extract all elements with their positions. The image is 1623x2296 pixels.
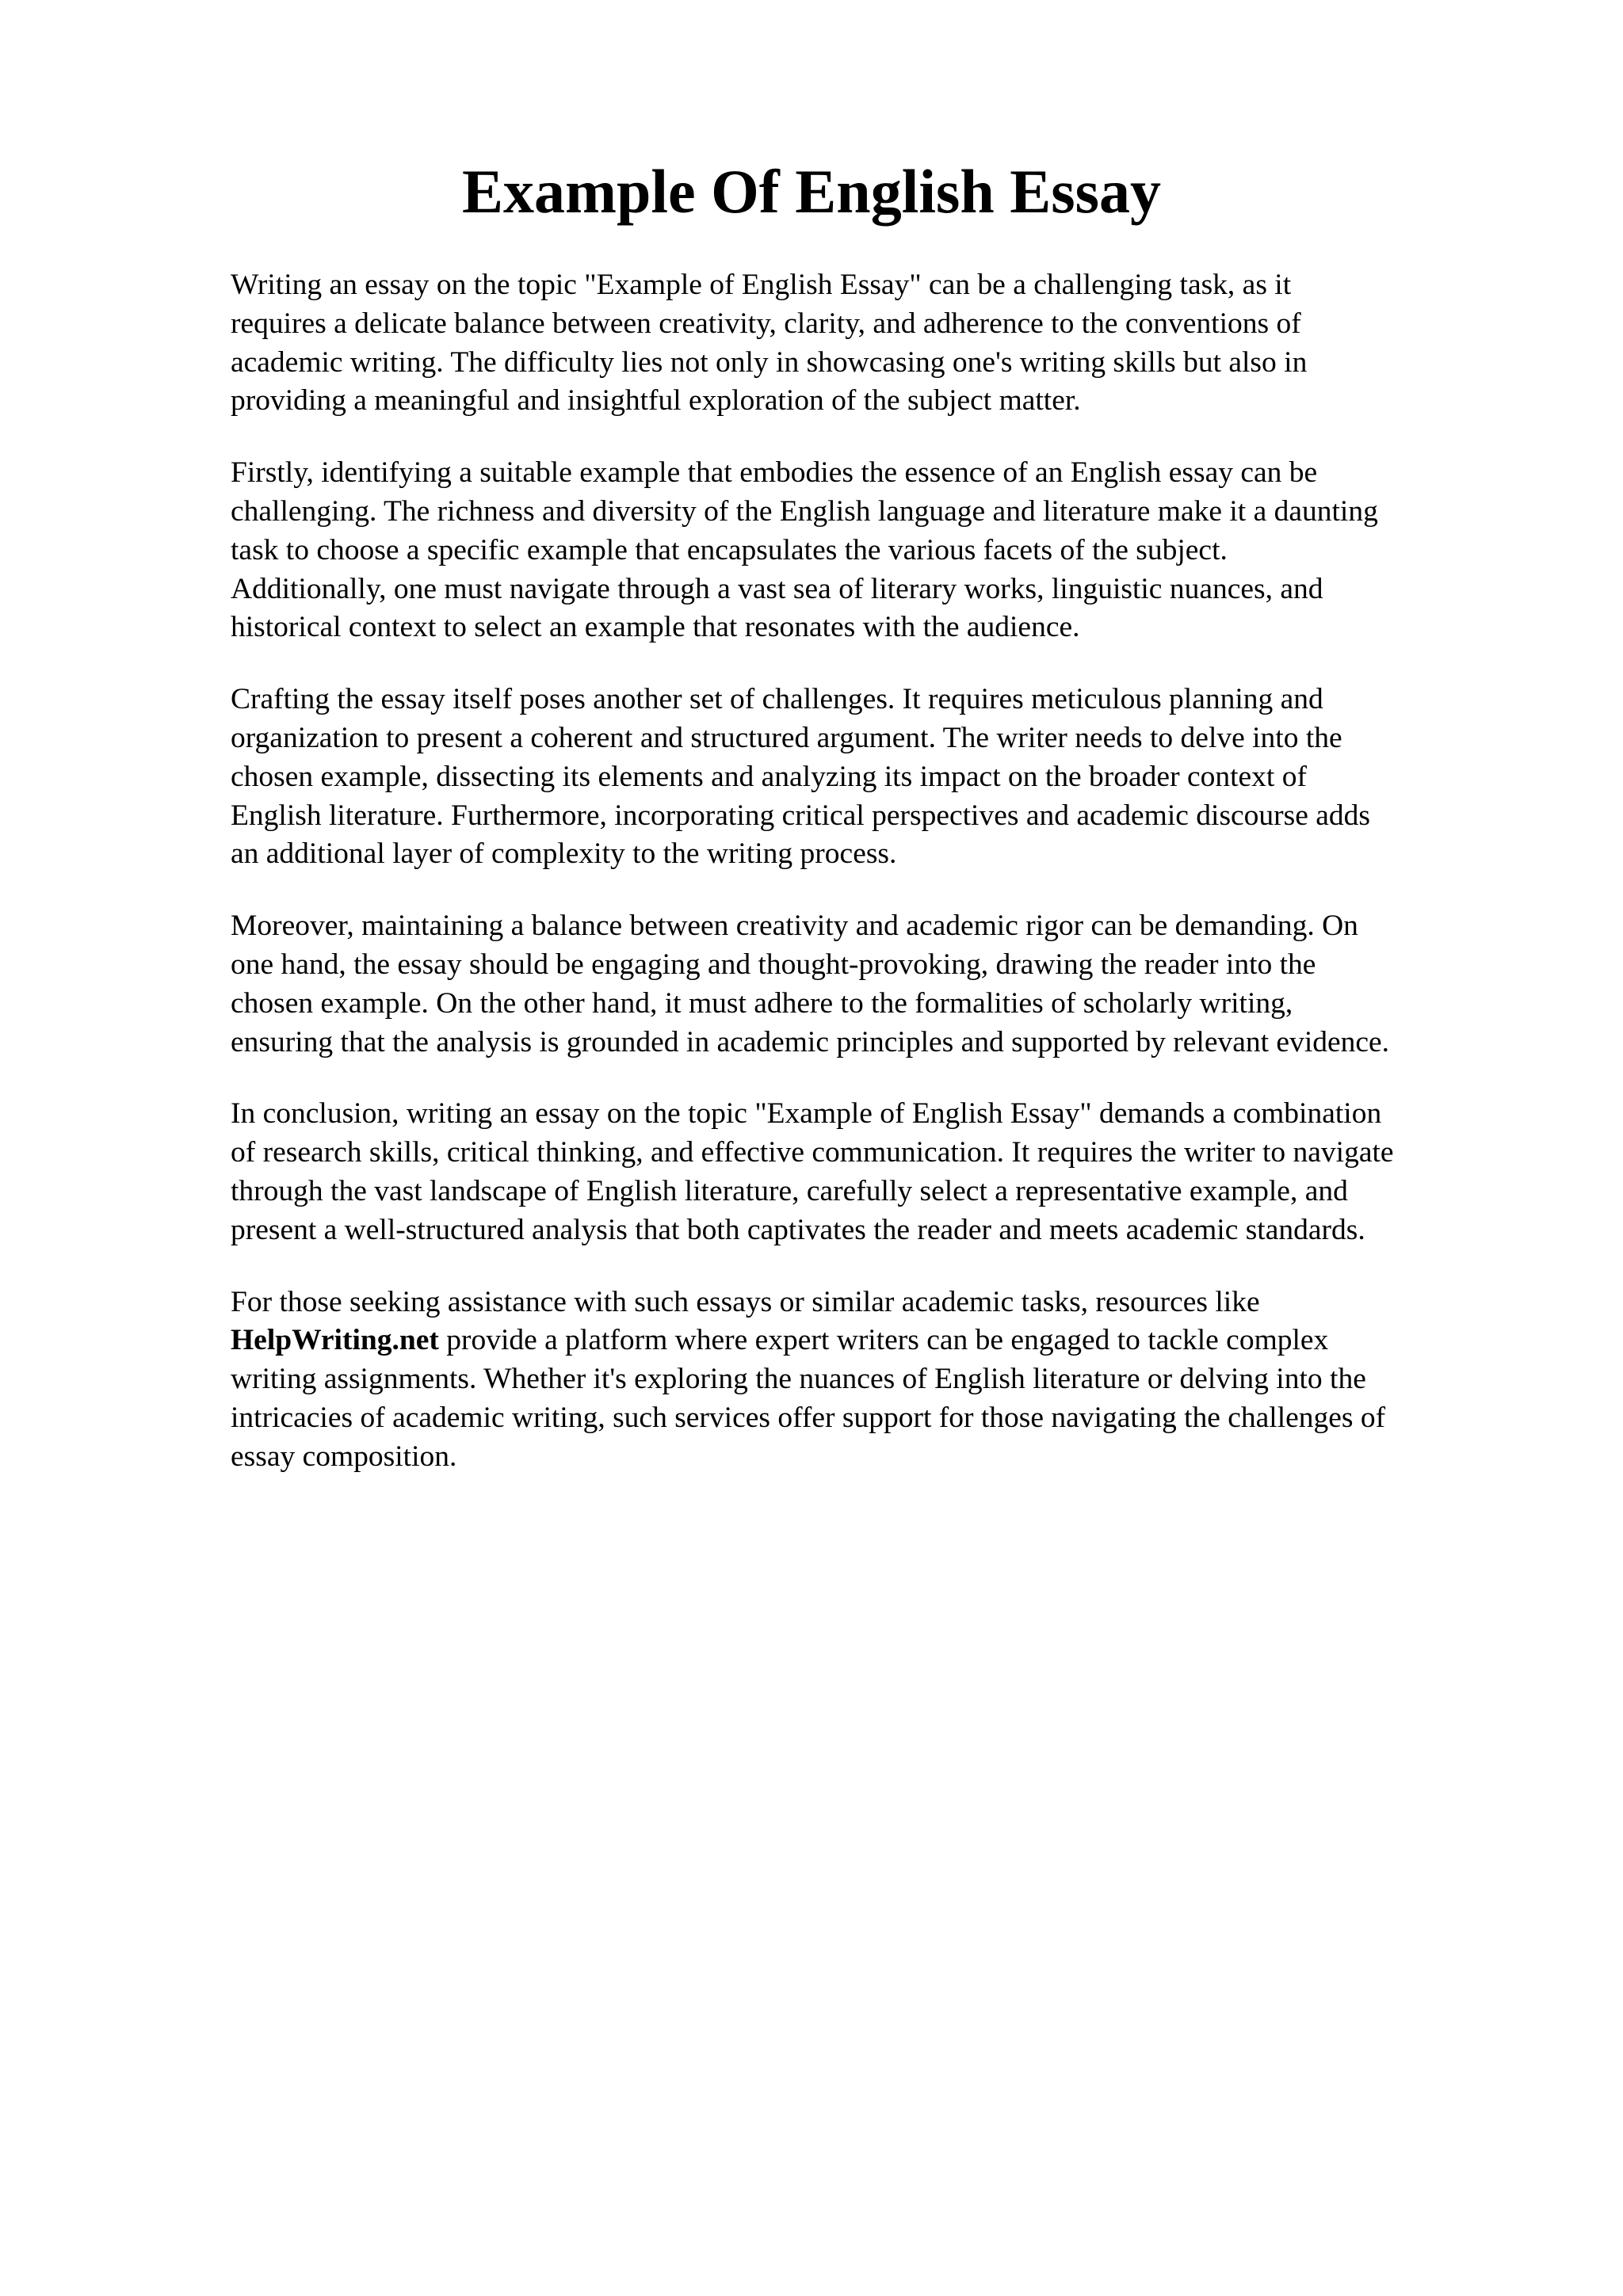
paragraph-line: organization to present a coherent and structured argument. The writer needs to delve into the bbox=[231, 721, 1342, 754]
paragraph-line: through the vast landscape of English literature, carefully select a representative example, and bbox=[231, 1174, 1348, 1207]
paragraph-line: providing a meaningful and insightful exploration of the subject matter. bbox=[231, 384, 1081, 418]
paragraph-conclusion bbox=[231, 1095, 1530, 1249]
paragraph-line: task to choose a specific example that encapsulates the various facets of the subject. bbox=[231, 533, 1228, 566]
paragraph-line: challenging. The richness and diversity of the English language and literature make it a daunting bbox=[231, 494, 1378, 528]
paragraph-line: chosen example. On the other hand, it must adhere to the formalities of scholarly writing, bbox=[231, 986, 1293, 1020]
paragraph-line: intricacies of academic writing, such services offer support for those navigating the challenges of bbox=[231, 1401, 1386, 1434]
document-body bbox=[231, 266, 1530, 1510]
paragraph-line: of research skills, critical thinking, and effective communication. It requires the writer to navigate bbox=[231, 1136, 1394, 1169]
paragraph-line: requires a delicate balance between creativity, clarity, and adherence to the conventions of bbox=[231, 307, 1301, 340]
paragraph-line: Crafting the essay itself poses another set of challenges. It requires meticulous planning and bbox=[231, 683, 1323, 716]
paragraph-line: essay composition. bbox=[231, 1440, 457, 1473]
brand-name: HelpWriting.net bbox=[231, 1324, 439, 1357]
paragraph-line: For those seeking assistance with such essays or similar academic tasks, resources like bbox=[231, 1285, 1260, 1318]
paragraph-closing bbox=[231, 1283, 1530, 1477]
paragraph-line: Writing an essay on the topic "Example of English Essay" can be a challenging task, as it bbox=[231, 269, 1292, 301]
paragraph-crafting bbox=[231, 681, 1530, 874]
paragraph-line bbox=[231, 1322, 1530, 1360]
paragraph-line: In conclusion, writing an essay on the topic "Example of English Essay" demands a combination bbox=[231, 1097, 1382, 1131]
paragraph-line: one hand, the essay should be engaging and thought-provoking, drawing the reader into the bbox=[231, 948, 1316, 981]
paragraph-line: English literature. Furthermore, incorporating critical perspectives and academic discourse adds bbox=[231, 799, 1371, 832]
paragraph-line-rest: provide a platform where expert writers can be engaged to tackle complex bbox=[438, 1324, 1329, 1357]
paragraph-line: present a well-structured analysis that both captivates the reader and meets academic standards. bbox=[231, 1213, 1365, 1246]
paragraph-line: historical context to select an example that resonates with the audience. bbox=[231, 611, 1080, 644]
paragraph-line: Moreover, maintaining a balance between creativity and academic rigor can be demanding. On bbox=[231, 910, 1358, 943]
paragraph-line: academic writing. The difficulty lies not only in showcasing one's writing skills but also in bbox=[231, 345, 1308, 379]
paragraph-line: Firstly, identifying a suitable example that embodies the essence of an English essay can be bbox=[231, 456, 1318, 490]
paragraph-line: writing assignments. Whether it's exploring the nuances of English literature or delving into the bbox=[231, 1363, 1366, 1396]
paragraph-line: ensuring that the analysis is grounded in academic principles and supported by relevant evidence. bbox=[231, 1025, 1390, 1058]
paragraph-line: Additionally, one must navigate through a vast sea of literary works, linguistic nuances, and bbox=[231, 572, 1323, 605]
paragraph-line: an additional layer of complexity to the writing process. bbox=[231, 837, 897, 871]
paragraph-intro bbox=[231, 266, 1530, 421]
paragraph-line: chosen example, dissecting its elements and analyzing its impact on the broader context of bbox=[231, 760, 1307, 793]
document-title: Example Of English Essay bbox=[461, 157, 1162, 226]
paragraph-moreover bbox=[231, 907, 1530, 1062]
paragraph-firstly bbox=[231, 454, 1530, 647]
